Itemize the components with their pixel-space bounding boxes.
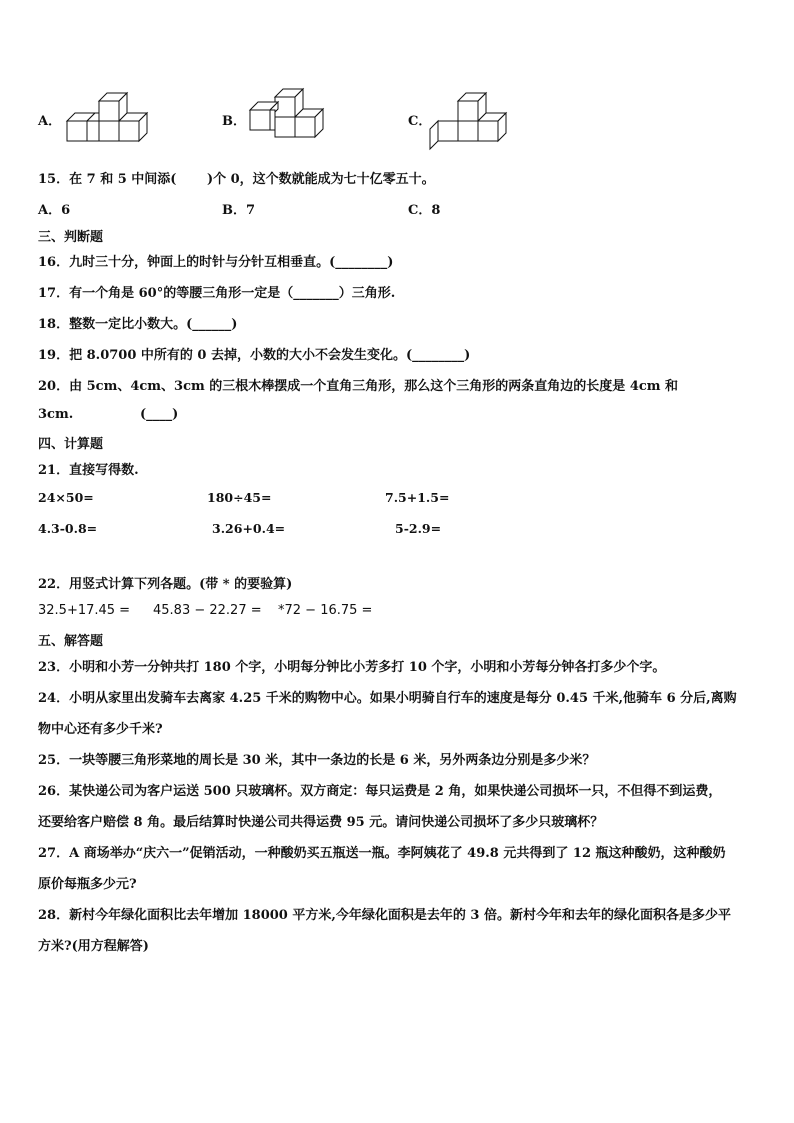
cube-figure-c xyxy=(428,84,528,154)
question-19: 19．把 8.0700 中所有的 0 去掉，小数的大小不会发生变化。(________) xyxy=(38,348,471,363)
question-18: 18．整数一定比小数大。(______) xyxy=(38,317,238,332)
q21-item-4: 4.3-0.8= xyxy=(38,521,98,536)
q21-item-5: 3.26+0.4= xyxy=(212,521,286,536)
question-28: 28．新村今年绿化面积比去年增加 18000 平方米,今年绿化面积是去年的 3 倍。新村今年和去年的绿化面积各是多少平 xyxy=(38,908,731,923)
question-17: 17．有一个角是 60°的等腰三角形一定是（_______）三角形. xyxy=(38,286,396,301)
q15-option-c: C．8 xyxy=(408,203,441,218)
question-23: 23．小明和小芳一分钟共打 180 个字，小明每分钟比小芳多打 10 个字，小明和小芳每分钟各打多少个字。 xyxy=(38,660,666,675)
question-25: 25．一块等腰三角形菜地的周长是 30 米，其中一条边的长是 6 米，另外两条边分别是多少米？ xyxy=(38,753,596,768)
section-4-heading: 四、计算题 xyxy=(38,437,104,452)
q15-option-a: A．6 xyxy=(38,203,71,218)
question-24: 24．小明从家里出发骑车去离家 4.25 千米的购物中心。如果小明骑自行车的速度是每分 0.45 千米,他骑车 6 分后,离购 xyxy=(38,691,737,706)
option-b-label: B． xyxy=(222,114,246,129)
cube-figure-b xyxy=(245,82,345,152)
question-21-title: 21．直接写得数. xyxy=(38,463,139,478)
question-20: 20．由 5cm、4cm、3cm 的三根木棒摆成一个直角三角形，那么这个三角形的两条直角边的长度是 4cm 和 xyxy=(38,379,679,394)
question-26: 26．某快递公司为客户运送 500 只玻璃杯。双方商定：每只运费是 2 角，如果快递公司损坏一只，不但得不到运费， xyxy=(38,784,722,799)
question-15: 15．在 7 和 5 中间添( )个 0，这个数就能成为七十亿零五十。 xyxy=(38,172,435,187)
option-c-label: C． xyxy=(408,114,432,129)
question-22-title: 22．用竖式计算下列各题。(带 * 的要验算) xyxy=(38,577,293,592)
q21-item-1: 24×50= xyxy=(38,490,94,505)
option-a-label: A． xyxy=(38,114,62,129)
question-28-continued: 方米?(用方程解答) xyxy=(38,939,149,954)
q21-item-2: 180÷45= xyxy=(207,490,272,505)
question-27-continued: 原价每瓶多少元? xyxy=(38,877,137,892)
question-24-continued: 物中心还有多少千米? xyxy=(38,722,163,737)
cube-figure-a xyxy=(62,84,162,154)
q22-item-2: 45.83 − 22.27 = xyxy=(153,603,262,618)
section-5-heading: 五、解答题 xyxy=(38,634,104,649)
question-20-continued: 3cm. xyxy=(38,407,74,422)
q21-item-6: 5-2.9= xyxy=(395,521,442,536)
question-26-continued: 还要给客户赔偿 8 角。最后结算时快递公司共得运费 95 元。请问快递公司损坏了多少只玻璃杯？ xyxy=(38,815,604,830)
question-20-blank: (____) xyxy=(140,407,179,422)
q21-item-3: 7.5+1.5= xyxy=(385,490,450,505)
q22-item-3: *72 − 16.75 = xyxy=(278,603,373,618)
question-16: 16．九时三十分，钟面上的时针与分针互相垂直。(________) xyxy=(38,255,394,270)
q15-option-b: B．7 xyxy=(222,203,256,218)
question-27: 27．A 商场举办“庆六一”促销活动，一种酸奶买五瓶送一瓶。李阿姨花了 49.8 元共得到了 12 瓶这种酸奶，这种酸奶 xyxy=(38,846,726,861)
q22-item-1: 32.5+17.45 = xyxy=(38,603,131,618)
section-3-heading: 三、判断题 xyxy=(38,230,104,245)
